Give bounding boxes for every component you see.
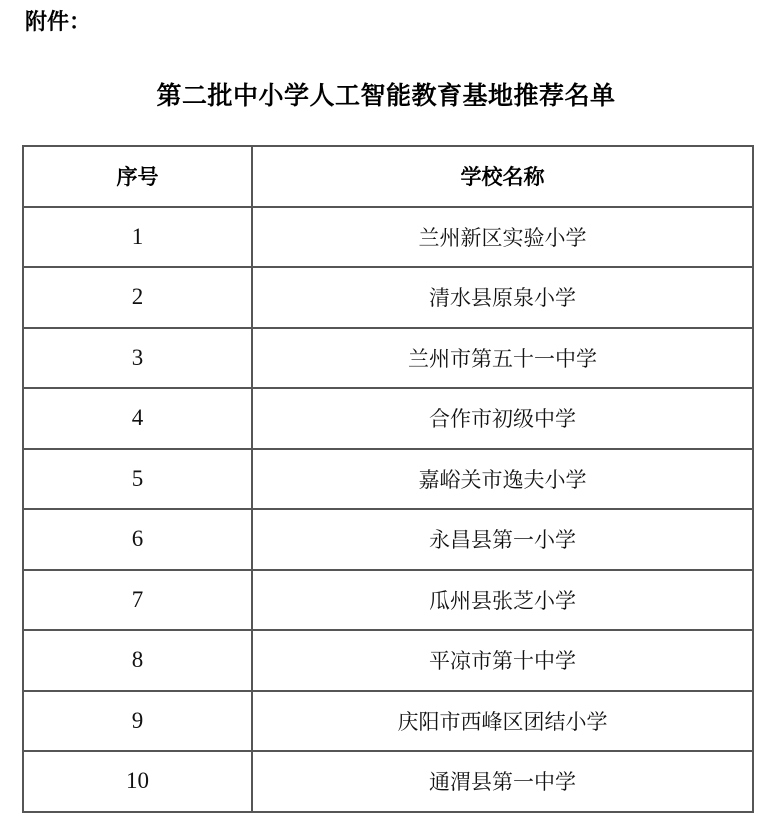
row-index-cell: 8 (23, 630, 252, 691)
table-row (23, 267, 753, 328)
column-header-index: 序号 (23, 146, 252, 207)
row-school-cell: 合作市初级中学 (252, 388, 753, 449)
table-row (23, 449, 753, 510)
table-row (23, 630, 753, 691)
row-school-cell: 瓜州县张芝小学 (252, 570, 753, 631)
table-row (23, 207, 753, 268)
table-row (23, 570, 753, 631)
attachment-label: 附件： (25, 9, 92, 34)
row-school-cell: 兰州市第五十一中学 (252, 328, 753, 389)
row-index-cell: 6 (23, 509, 252, 570)
row-school-cell: 嘉峪关市逸夫小学 (252, 449, 753, 510)
row-school-cell: 兰州新区实验小学 (252, 207, 753, 268)
table-row (23, 388, 753, 449)
row-index-cell: 3 (23, 328, 252, 389)
row-index-cell: 10 (23, 751, 252, 812)
row-school-cell: 平凉市第十中学 (252, 630, 753, 691)
row-school-cell: 庆阳市西峰区团结小学 (252, 691, 753, 752)
table-row (23, 751, 753, 812)
row-index-cell: 1 (23, 207, 252, 268)
row-school-cell: 通渭县第一中学 (252, 751, 753, 812)
row-index-cell: 5 (23, 449, 252, 510)
table-header-row (23, 146, 753, 207)
row-index-cell: 9 (23, 691, 252, 752)
row-index-cell: 2 (23, 267, 252, 328)
table-row (23, 328, 753, 389)
page-title: 第二批中小学人工智能教育基地推荐名单 (156, 82, 616, 110)
row-index-cell: 7 (23, 570, 252, 631)
table-row (23, 509, 753, 570)
row-index-cell: 4 (23, 388, 252, 449)
row-school-cell: 永昌县第一小学 (252, 509, 753, 570)
table-row (23, 691, 753, 752)
school-table (22, 145, 754, 813)
column-header-school: 学校名称 (252, 146, 753, 207)
row-school-cell: 清水县原泉小学 (252, 267, 753, 328)
